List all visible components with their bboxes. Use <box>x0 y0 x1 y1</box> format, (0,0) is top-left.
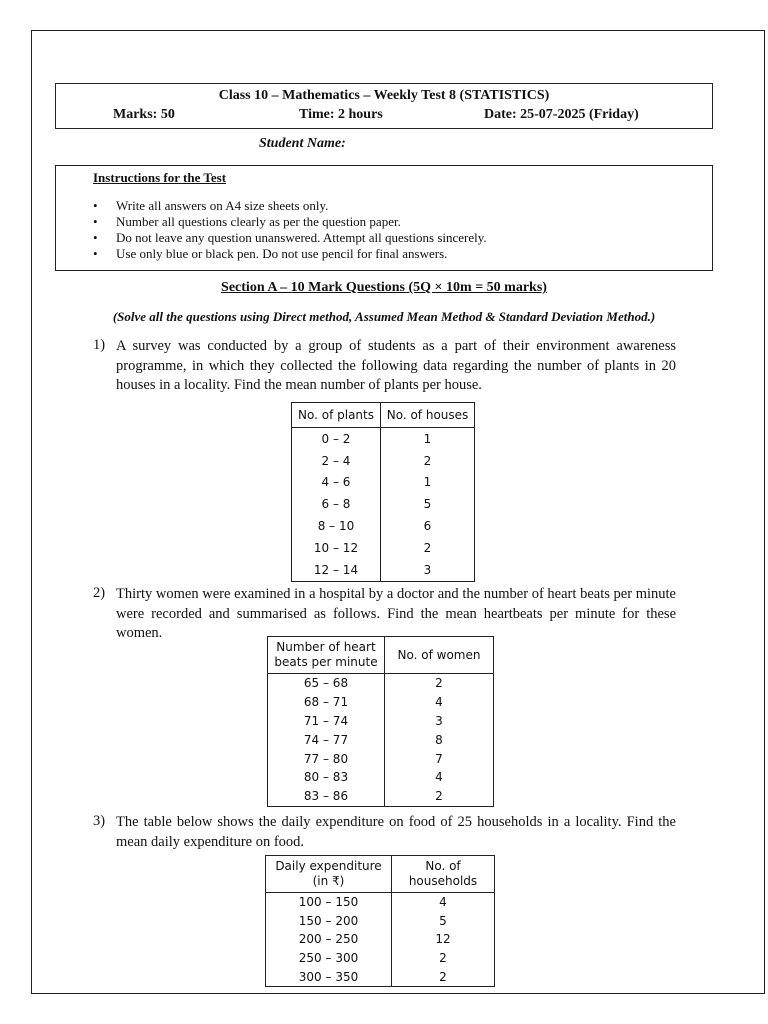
section-note: (Solve all the questions using Direct method, Assumed Mean Method & Standard Deviation Method.) <box>112 309 656 324</box>
table-row <box>268 730 494 749</box>
question-number: 1) <box>93 337 106 353</box>
table-cell: 6 – 8 <box>292 493 381 515</box>
table-cell: 2 <box>381 450 475 472</box>
table-cell: 2 <box>392 949 495 968</box>
instruction-item: • Use only blue or black pen. Do not use pencil for final answers. <box>93 246 487 262</box>
table-cell: 12 <box>392 930 495 949</box>
table-cell: 5 <box>392 912 495 931</box>
table-cell: 0 – 2 <box>292 428 381 450</box>
time-label: Time: 2 hours <box>299 107 383 122</box>
table-cell: 5 <box>381 493 475 515</box>
date-label: Date: 25-07-2025 (Friday) <box>484 107 639 122</box>
test-title: Class 10 – Mathematics – Weekly Test 8 (STATISTICS) <box>218 88 550 103</box>
table-row <box>268 768 494 787</box>
table-row <box>292 559 475 581</box>
table-header: Daily expenditure (in ₹) <box>266 856 392 893</box>
table-row <box>266 930 495 949</box>
table-row <box>268 787 494 806</box>
table-header: No. of plants <box>292 403 381 428</box>
instructions-box <box>55 165 713 271</box>
table-cell: 2 <box>381 537 475 559</box>
table-row <box>292 493 475 515</box>
instruction-item: • Write all answers on A4 size sheets only. <box>93 198 487 214</box>
table-cell: 1 <box>381 428 475 450</box>
instructions-list <box>93 198 487 262</box>
table-cell: 10 – 12 <box>292 537 381 559</box>
table-cell: 8 <box>385 730 494 749</box>
instructions-heading: Instructions for the Test <box>93 170 227 185</box>
table-cell: 74 – 77 <box>268 730 385 749</box>
table-row <box>292 472 475 494</box>
table-header: No. of households <box>392 856 495 893</box>
student-name-label: Student Name: <box>259 136 346 151</box>
table-cell: 2 <box>385 787 494 806</box>
table-cell: 4 <box>385 693 494 712</box>
table-cell: 2 – 4 <box>292 450 381 472</box>
table-cell: 12 – 14 <box>292 559 381 581</box>
table-cell: 71 – 74 <box>268 712 385 731</box>
heartbeats-table <box>267 636 494 807</box>
question-text: A survey was conducted by a group of students as a part of their environment awareness programme, in which they collected the following data regarding the number of plants in 20 houses in a locality. Find the mean number of plants per house. <box>116 338 676 393</box>
question-number: 3) <box>93 813 106 829</box>
question-text: Thirty women were examined in a hospital by a doctor and the number of heart beats per minute were recorded and summarised as follows. Find the mean heartbeats per minute for these women. <box>116 586 676 641</box>
table-row <box>268 749 494 768</box>
table-row <box>266 893 495 912</box>
marks-label: Marks: 50 <box>113 107 175 122</box>
expenditure-table <box>265 855 495 987</box>
plants-table <box>291 402 475 582</box>
table-cell: 150 – 200 <box>266 912 392 931</box>
table-cell: 4 <box>385 768 494 787</box>
test-header <box>55 83 713 129</box>
table-cell: 200 – 250 <box>266 930 392 949</box>
table-cell: 250 – 300 <box>266 949 392 968</box>
table-row <box>292 428 475 450</box>
table-header: Number of heart beats per minute <box>268 637 385 674</box>
table-cell: 4 <box>392 893 495 912</box>
table-header: No. of women <box>385 637 494 674</box>
table-cell: 80 – 83 <box>268 768 385 787</box>
table-cell: 2 <box>385 674 494 693</box>
table-cell: 77 – 80 <box>268 749 385 768</box>
table-cell: 3 <box>381 559 475 581</box>
question-number: 2) <box>93 585 106 601</box>
table-row <box>268 712 494 731</box>
table-row <box>292 450 475 472</box>
table-cell: 3 <box>385 712 494 731</box>
instruction-item: • Number all questions clearly as per the question paper. <box>93 214 487 230</box>
table-row <box>268 674 494 693</box>
table-row <box>266 912 495 931</box>
table-cell: 65 – 68 <box>268 674 385 693</box>
table-row <box>292 515 475 537</box>
table-cell: 6 <box>381 515 475 537</box>
table-row <box>268 693 494 712</box>
table-cell: 8 – 10 <box>292 515 381 537</box>
table-row <box>266 967 495 986</box>
table-cell: 4 – 6 <box>292 472 381 494</box>
table-row <box>292 537 475 559</box>
table-cell: 68 – 71 <box>268 693 385 712</box>
table-cell: 1 <box>381 472 475 494</box>
table-row <box>266 949 495 968</box>
table-cell: 2 <box>392 967 495 986</box>
table-header: No. of houses <box>381 403 475 428</box>
question-text: The table below shows the daily expenditure on food of 25 households in a locality. Find the mean daily expenditure on food. <box>116 814 676 850</box>
section-title: Section A – 10 Mark Questions (5Q × 10m = 50 marks) <box>221 280 547 295</box>
instruction-item: • Do not leave any question unanswered. Attempt all questions sincerely. <box>93 230 487 246</box>
table-cell: 83 – 86 <box>268 787 385 806</box>
table-cell: 7 <box>385 749 494 768</box>
table-cell: 100 – 150 <box>266 893 392 912</box>
table-cell: 300 – 350 <box>266 967 392 986</box>
